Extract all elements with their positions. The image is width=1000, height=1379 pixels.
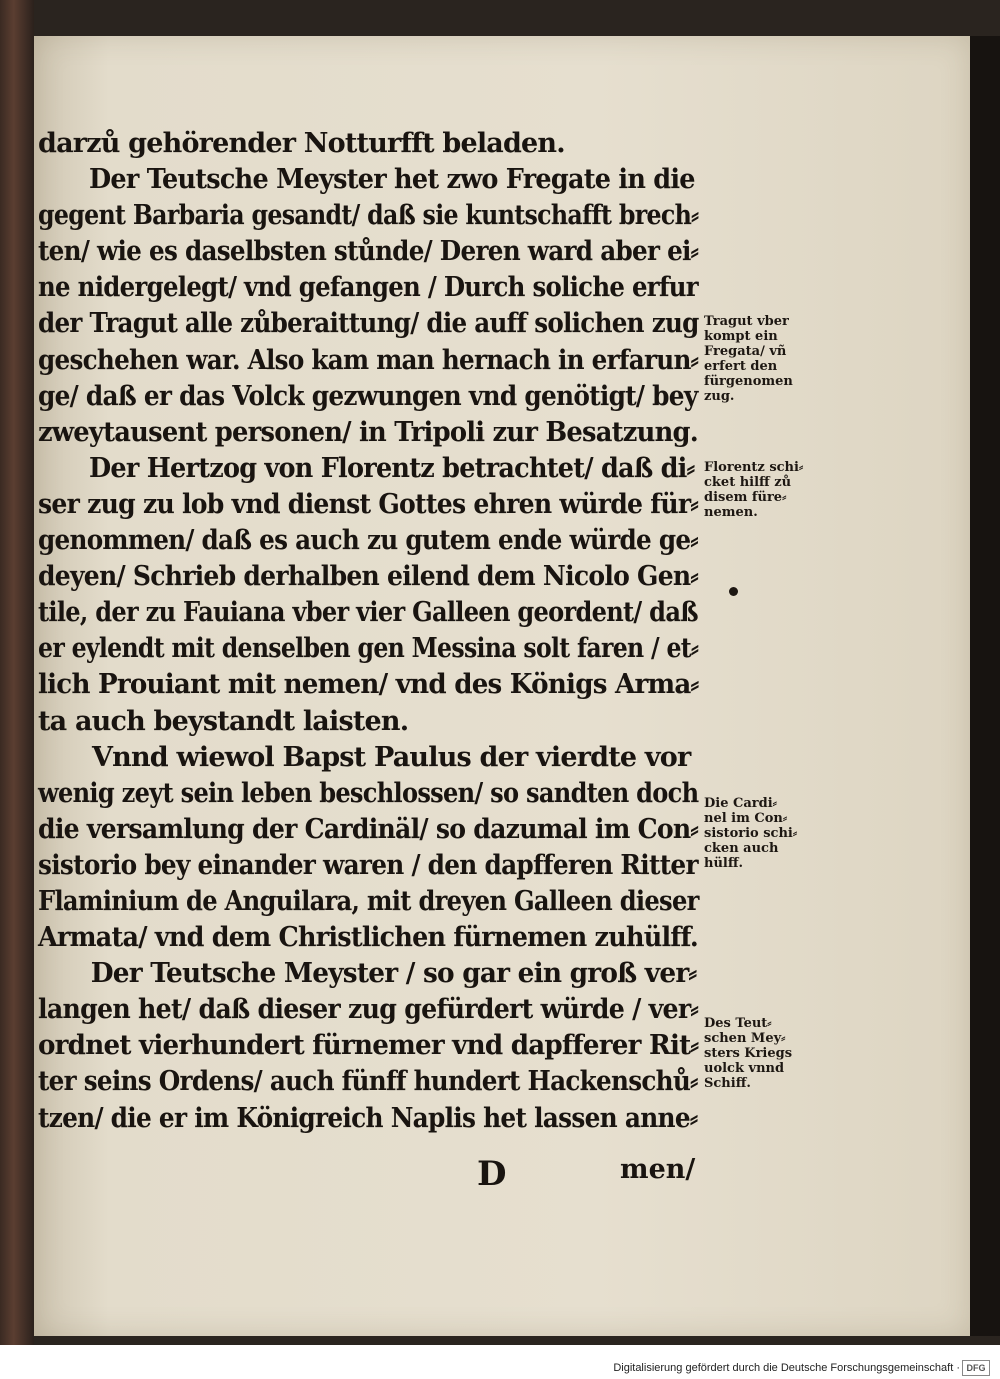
catchword: men/ xyxy=(620,1154,696,1185)
text-line: Armata/ vnd dem Christlichen fürnemen zuhülff. xyxy=(38,922,698,954)
margin-note-line: Des Teut⸗ xyxy=(704,1016,772,1031)
text-line: ge/ daß er das Volck gezwungen vnd genötigt/ bey xyxy=(38,380,698,412)
footer-bar xyxy=(0,1345,1000,1379)
book-edge xyxy=(0,0,34,1345)
margin-note-line: kompt ein xyxy=(704,329,778,344)
text-line: deyen/ Schrieb derhalben eilend dem Nicolo Gen⸗ xyxy=(38,561,698,593)
margin-note-line: Schiff. xyxy=(704,1076,751,1091)
margin-note-teutsche-meyster xyxy=(704,1016,826,1091)
text-line: tzen/ die er im Königreich Naplis het lassen anne⸗ xyxy=(38,1102,698,1134)
margin-note-line: sters Kriegs xyxy=(704,1046,793,1061)
margin-note-line: nemen. xyxy=(704,505,758,520)
text-line: ordnet vierhundert fürnemer vnd dapfferer Rit⸗ xyxy=(38,1030,699,1062)
text-line: Der Teutsche Meyster het zwo Fregate in die xyxy=(89,164,695,196)
page-shadow xyxy=(970,36,1000,1336)
text-line: genommen/ daß es auch zu gutem ende würde ge⸗ xyxy=(38,525,698,557)
text-line: ter seins Ordens/ auch fünff hundert Hackenschů⸗ xyxy=(38,1066,698,1098)
text-line: wenig zeyt sein leben beschlossen/ so sandten doch xyxy=(38,777,699,809)
text-line: ne nidergelegt/ vnd gefangen / Durch soliche erfur xyxy=(38,272,698,304)
margin-note-florentz xyxy=(704,460,826,520)
margin-note-tragut xyxy=(704,314,826,404)
margin-note-line: erfert den xyxy=(704,359,778,374)
margin-note-line: Fregata/ vñ xyxy=(704,344,787,359)
margin-note-line: sistorio schi⸗ xyxy=(704,826,798,841)
text-line: darzů gehörender Notturfft beladen. xyxy=(38,128,565,159)
text-line: geschehen war. Also kam man hernach in erfarun⸗ xyxy=(38,344,699,376)
text-line: zweytausent personen/ in Tripoli zur Besatzung. xyxy=(38,416,699,448)
text-line: er eylendt mit denselben gen Messina solt faren / et⸗ xyxy=(38,633,699,665)
signature-mark: D xyxy=(477,1154,507,1194)
text-line: Vnnd wiewol Bapst Paulus der vierdte vor xyxy=(92,741,691,773)
margin-note-line: Die Cardi⸗ xyxy=(704,796,777,811)
text-line: lich Prouiant mit nemen/ vnd des Königs Arma⸗ xyxy=(38,669,699,701)
margin-note-line: fürgenomen xyxy=(704,374,793,389)
margin-note-line: Tragut vber xyxy=(704,314,789,329)
margin-note-line: Florentz schi⸗ xyxy=(704,460,804,475)
text-line: langen het/ daß dieser zug gefürdert würde / ver⸗ xyxy=(38,994,699,1026)
margin-note-line: uolck vnnd xyxy=(704,1061,785,1076)
text-line: tile, der zu Fauiana vber vier Galleen geordent/ daß xyxy=(38,597,698,629)
ink-dot xyxy=(729,587,738,596)
text-line: gegent Barbaria gesandt/ daß sie kuntschafft brech⸗ xyxy=(38,200,699,232)
text-line: Flaminium de Anguilara, mit dreyen Galleen dieser xyxy=(38,885,699,917)
dfg-logo: DFG xyxy=(962,1360,990,1376)
margin-note-line: nel im Con⸗ xyxy=(704,811,788,826)
margin-note-line: hülff. xyxy=(704,856,744,871)
text-line: die versamlung der Cardinäl/ so dazumal im Con⸗ xyxy=(38,813,699,845)
main-text-column xyxy=(38,126,698,1137)
text-line: ta auch beystandt laisten. xyxy=(38,705,409,737)
funding-credit: Digitalisierung gefördert durch die Deutsche Forschungsgemeinschaft · xyxy=(613,1362,960,1374)
text-line: Der Teutsche Meyster / so gar ein groß ver⸗ xyxy=(90,958,697,990)
margin-note-line: disem füre⸗ xyxy=(704,490,787,505)
margin-note-line: cken auch xyxy=(704,841,779,856)
text-line: Der Hertzog von Florentz betrachtet/ daß di⸗ xyxy=(89,452,695,484)
text-line: ten/ wie es daselbsten stůnde/ Deren ward aber ei⸗ xyxy=(38,236,699,268)
margin-note-line: schen Mey⸗ xyxy=(704,1031,786,1046)
text-line: ser zug zu lob vnd dienst Gottes ehren würde für⸗ xyxy=(38,488,698,520)
margin-note-line: cket hilff zů xyxy=(704,475,792,490)
margin-note-line: zug. xyxy=(704,389,735,404)
text-line: der Tragut alle zůberaittung/ die auff solichen zug xyxy=(38,308,699,340)
text-line: sistorio bey einander waren / den dapfferen Ritter xyxy=(38,849,698,881)
margin-note-cardinal xyxy=(704,796,826,871)
